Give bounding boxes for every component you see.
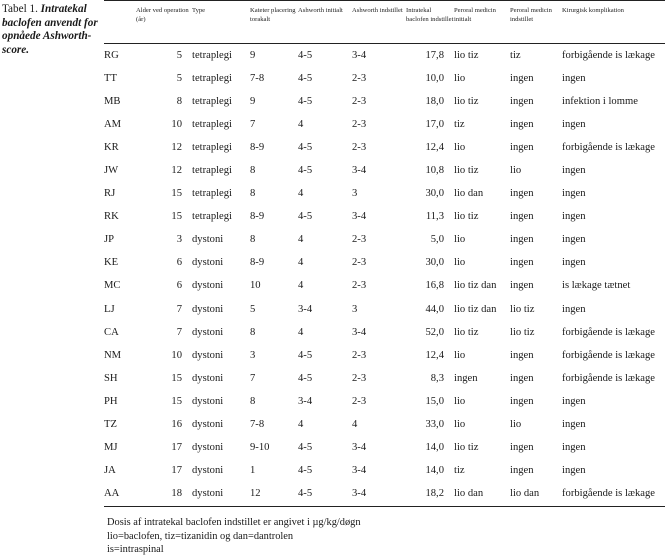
cell-initials: JW: [104, 165, 119, 177]
cell-oral-initial: lio tiz dan: [454, 280, 497, 292]
cell-baclofen-dose: 44,0: [425, 303, 444, 315]
cell-oral-set: ingen: [510, 118, 534, 130]
cell-baclofen-dose: 33,0: [425, 419, 444, 431]
cell-oral-set: tiz: [510, 49, 521, 61]
cell-type: tetraplegi: [192, 211, 233, 223]
cell-age: 17: [171, 465, 182, 477]
cell-baclofen-dose: 12,4: [425, 141, 444, 153]
cell-oral-set: ingen: [510, 442, 534, 454]
table-row: [104, 483, 665, 507]
cell-age: 17: [171, 442, 182, 454]
cell-baclofen-dose: 10,0: [425, 72, 444, 84]
cell-type: dystoni: [192, 326, 224, 338]
cell-age: 15: [171, 211, 182, 223]
cell-initials: RJ: [104, 188, 116, 200]
table-row: [104, 183, 665, 206]
cell-complication: ingen: [562, 442, 586, 454]
cell-oral-initial: lio tiz: [454, 49, 479, 61]
cell-oral-initial: lio: [454, 395, 466, 407]
cell-initials: TZ: [104, 419, 117, 431]
cell-ashworth-initial: 4-5: [298, 465, 313, 477]
table-row: [104, 298, 665, 321]
footnote-intraspinal: is=intraspinal: [107, 544, 164, 555]
cell-ashworth-set: 4: [352, 419, 358, 431]
cell-ashworth-initial: 3-4: [298, 303, 313, 315]
cell-baclofen-dose: 17,0: [425, 118, 444, 130]
cell-baclofen-dose: 18,0: [425, 95, 444, 107]
cell-oral-initial: lio: [454, 349, 466, 361]
data-table: [104, 0, 665, 507]
cell-oral-set: lio: [510, 419, 522, 431]
cell-oral-initial: lio dan: [454, 488, 484, 500]
cell-oral-set: lio tiz: [510, 326, 535, 338]
column-header-baclofen-dose: Intratekal baclofen indstillet: [406, 7, 454, 23]
cell-oral-initial: lio: [454, 234, 466, 246]
cell-oral-initial: lio: [454, 141, 466, 153]
cell-oral-set: ingen: [510, 349, 534, 361]
cell-baclofen-dose: 18,2: [425, 488, 444, 500]
cell-baclofen-dose: 10,8: [425, 165, 444, 177]
cell-oral-set: lio tiz: [510, 303, 535, 315]
cell-catheter: 7-8: [250, 419, 265, 431]
cell-initials: JA: [104, 465, 116, 477]
cell-catheter: 8: [250, 188, 256, 200]
cell-oral-set: ingen: [510, 95, 534, 107]
cell-ashworth-initial: 4-5: [298, 442, 313, 454]
cell-ashworth-initial: 4: [298, 257, 304, 269]
column-header-oral-set: Peroral medicin indstillet: [510, 7, 552, 23]
cell-type: dystoni: [192, 442, 224, 454]
cell-catheter: 8: [250, 395, 256, 407]
cell-type: dystoni: [192, 234, 224, 246]
table-body: [104, 44, 665, 507]
column-header-catheter: Kateter placering torakalt: [250, 7, 296, 23]
table-row: [104, 460, 665, 483]
table-row: [104, 414, 665, 437]
cell-type: tetraplegi: [192, 95, 233, 107]
table-caption: [2, 3, 102, 57]
cell-complication: is lækage tætnet: [562, 280, 631, 292]
cell-oral-initial: lio: [454, 419, 466, 431]
cell-catheter: 8: [250, 234, 256, 246]
table-row: [104, 206, 665, 229]
cell-ashworth-set: 3-4: [352, 165, 367, 177]
cell-age: 5: [176, 72, 182, 84]
cell-age: 12: [171, 141, 182, 153]
cell-age: 3: [176, 234, 182, 246]
table-row: [104, 44, 665, 68]
cell-initials: PH: [104, 395, 118, 407]
table-row: [104, 437, 665, 460]
cell-complication: ingen: [562, 72, 586, 84]
cell-complication: ingen: [562, 395, 586, 407]
cell-complication: ingen: [562, 211, 586, 223]
cell-age: 15: [171, 372, 182, 384]
cell-ashworth-initial: 4-5: [298, 165, 313, 177]
cell-age: 15: [171, 188, 182, 200]
table-row: [104, 275, 665, 298]
caption-label: Tabel 1.: [2, 3, 38, 15]
caption-title: Intratekal baclofen anvendt for opnåede Ashworth-score.: [2, 3, 98, 56]
table-row: [104, 90, 665, 113]
cell-initials: RG: [104, 49, 119, 61]
cell-type: dystoni: [192, 372, 224, 384]
cell-catheter: 8-9: [250, 211, 265, 223]
cell-oral-set: ingen: [510, 211, 534, 223]
cell-baclofen-dose: 17,8: [425, 49, 444, 61]
table-row: [104, 136, 665, 159]
cell-baclofen-dose: 52,0: [425, 326, 444, 338]
column-header-age: Alder ved operation (år): [136, 7, 189, 23]
cell-ashworth-set: 3-4: [352, 211, 367, 223]
cell-complication: forbigående is lækage: [562, 372, 655, 384]
cell-oral-initial: lio: [454, 257, 466, 269]
cell-ashworth-initial: 4-5: [298, 372, 313, 384]
cell-complication: ingen: [562, 188, 586, 200]
cell-complication: ingen: [562, 118, 586, 130]
cell-ashworth-set: 2-3: [352, 257, 367, 269]
cell-baclofen-dose: 30,0: [425, 257, 444, 269]
cell-oral-initial: lio tiz: [454, 95, 479, 107]
cell-ashworth-initial: 4-5: [298, 211, 313, 223]
cell-initials: MB: [104, 95, 121, 107]
cell-initials: LJ: [104, 303, 115, 315]
cell-oral-set: ingen: [510, 188, 534, 200]
cell-type: dystoni: [192, 395, 224, 407]
cell-initials: AM: [104, 118, 122, 130]
cell-oral-initial: lio tiz dan: [454, 303, 497, 315]
cell-catheter: 3: [250, 349, 256, 361]
cell-ashworth-initial: 4: [298, 118, 304, 130]
cell-complication: ingen: [562, 234, 586, 246]
footnote-dosage: Dosis af intratekal baclofen indstillet er angivet i µg/kg/døgn: [107, 517, 361, 528]
cell-catheter: 8: [250, 326, 256, 338]
cell-type: tetraplegi: [192, 118, 233, 130]
cell-initials: MC: [104, 280, 121, 292]
cell-catheter: 7-8: [250, 72, 265, 84]
cell-baclofen-dose: 14,0: [425, 465, 444, 477]
cell-type: dystoni: [192, 465, 224, 477]
cell-baclofen-dose: 16,8: [425, 280, 444, 292]
cell-complication: ingen: [562, 257, 586, 269]
footnotes: [107, 516, 361, 557]
cell-type: dystoni: [192, 280, 224, 292]
cell-catheter: 7: [250, 118, 256, 130]
table-row: [104, 229, 665, 252]
cell-ashworth-initial: 4-5: [298, 72, 313, 84]
cell-initials: AA: [104, 488, 120, 500]
cell-catheter: 1: [250, 465, 256, 477]
cell-catheter: 10: [250, 280, 261, 292]
cell-oral-set: ingen: [510, 257, 534, 269]
cell-oral-initial: tiz: [454, 465, 465, 477]
cell-catheter: 9: [250, 49, 256, 61]
table-row: [104, 344, 665, 367]
table-header: [104, 1, 665, 44]
cell-ashworth-set: 2-3: [352, 234, 367, 246]
cell-age: 6: [176, 280, 182, 292]
cell-catheter: 9: [250, 95, 256, 107]
data-table-container: [104, 0, 665, 507]
cell-complication: forbigående is lækage: [562, 488, 655, 500]
cell-oral-set: ingen: [510, 72, 534, 84]
cell-catheter: 12: [250, 488, 261, 500]
cell-ashworth-set: 2-3: [352, 72, 367, 84]
cell-age: 7: [176, 303, 182, 315]
table-row: [104, 113, 665, 136]
cell-baclofen-dose: 30,0: [425, 188, 444, 200]
cell-catheter: 9-10: [250, 442, 270, 454]
cell-baclofen-dose: 14,0: [425, 442, 444, 454]
cell-catheter: 7: [250, 372, 256, 384]
cell-age: 8: [176, 95, 182, 107]
cell-catheter: 8-9: [250, 141, 265, 153]
cell-catheter: 8-9: [250, 257, 265, 269]
cell-age: 7: [176, 326, 182, 338]
cell-oral-initial: ingen: [454, 372, 478, 384]
column-header-ashworth-initial: Ashworth initialt: [298, 7, 343, 14]
cell-oral-initial: lio tiz: [454, 211, 479, 223]
cell-initials: JP: [104, 234, 115, 246]
table-row: [104, 67, 665, 90]
cell-ashworth-set: 3: [352, 303, 358, 315]
cell-type: tetraplegi: [192, 165, 233, 177]
cell-oral-set: lio: [510, 165, 522, 177]
cell-initials: RK: [104, 211, 119, 223]
cell-oral-set: ingen: [510, 395, 534, 407]
cell-ashworth-initial: 4: [298, 326, 304, 338]
cell-oral-initial: lio tiz: [454, 165, 479, 177]
cell-ashworth-initial: 4: [298, 188, 304, 200]
table-row: [104, 321, 665, 344]
cell-type: dystoni: [192, 419, 224, 431]
cell-type: dystoni: [192, 488, 224, 500]
column-header-oral-initial: Peroral medicin initialt: [454, 7, 496, 23]
cell-baclofen-dose: 11,3: [425, 211, 444, 223]
cell-ashworth-set: 3: [352, 188, 358, 200]
cell-type: dystoni: [192, 349, 224, 361]
table-row: [104, 159, 665, 182]
cell-initials: TT: [104, 72, 117, 84]
cell-baclofen-dose: 8,3: [430, 372, 444, 384]
cell-ashworth-initial: 4: [298, 280, 304, 292]
cell-age: 10: [171, 349, 182, 361]
cell-ashworth-set: 2-3: [352, 141, 367, 153]
cell-baclofen-dose: 12,4: [425, 349, 444, 361]
cell-age: 15: [171, 395, 182, 407]
cell-ashworth-set: 3-4: [352, 49, 367, 61]
cell-ashworth-initial: 4-5: [298, 488, 313, 500]
cell-type: tetraplegi: [192, 141, 233, 153]
cell-ashworth-initial: 4-5: [298, 95, 313, 107]
cell-complication: forbigående is lækage: [562, 141, 655, 153]
cell-oral-set: ingen: [510, 372, 534, 384]
cell-oral-initial: lio: [454, 72, 466, 84]
cell-oral-set: ingen: [510, 234, 534, 246]
table-row: [104, 390, 665, 413]
cell-oral-set: ingen: [510, 465, 534, 477]
cell-ashworth-set: 2-3: [352, 118, 367, 130]
header-row: [104, 1, 665, 44]
cell-ashworth-initial: 4-5: [298, 349, 313, 361]
cell-complication: ingen: [562, 165, 586, 177]
cell-catheter: 5: [250, 303, 256, 315]
cell-ashworth-set: 2-3: [352, 349, 367, 361]
cell-initials: CA: [104, 326, 119, 338]
cell-baclofen-dose: 5,0: [430, 234, 444, 246]
cell-complication: forbigående is lækage: [562, 49, 655, 61]
cell-ashworth-initial: 3-4: [298, 395, 313, 407]
cell-age: 6: [176, 257, 182, 269]
cell-oral-initial: lio dan: [454, 188, 484, 200]
cell-oral-set: lio dan: [510, 488, 540, 500]
cell-oral-initial: lio tiz: [454, 326, 479, 338]
cell-complication: ingen: [562, 419, 586, 431]
cell-ashworth-set: 3-4: [352, 488, 367, 500]
cell-age: 16: [171, 419, 182, 431]
cell-oral-initial: lio tiz: [454, 442, 479, 454]
cell-ashworth-set: 2-3: [352, 280, 367, 292]
cell-type: tetraplegi: [192, 49, 233, 61]
column-header-type: Type: [192, 7, 206, 14]
cell-age: 18: [171, 488, 182, 500]
table-row: [104, 367, 665, 390]
cell-complication: forbigående is lækage: [562, 349, 655, 361]
cell-oral-set: ingen: [510, 280, 534, 292]
cell-complication: infektion i lomme: [562, 95, 638, 107]
cell-initials: MJ: [104, 442, 118, 454]
cell-ashworth-set: 3-4: [352, 465, 367, 477]
column-header-complication: Kirurgisk komplikation: [562, 7, 624, 14]
cell-type: tetraplegi: [192, 72, 233, 84]
cell-ashworth-initial: 4: [298, 234, 304, 246]
column-header-initials: [104, 1, 136, 44]
cell-ashworth-initial: 4-5: [298, 141, 313, 153]
cell-type: dystoni: [192, 257, 224, 269]
cell-initials: KE: [104, 257, 119, 269]
cell-type: dystoni: [192, 303, 224, 315]
cell-ashworth-set: 2-3: [352, 95, 367, 107]
column-header-ashworth-set: Ashworth indstillet: [352, 7, 403, 14]
cell-oral-set: ingen: [510, 141, 534, 153]
cell-ashworth-initial: 4-5: [298, 49, 313, 61]
cell-catheter: 8: [250, 165, 256, 177]
footnote-abbreviations: lio=baclofen, tiz=tizanidin og dan=dantrolen: [107, 530, 294, 542]
cell-type: tetraplegi: [192, 188, 233, 200]
cell-initials: SH: [104, 372, 118, 384]
cell-oral-initial: tiz: [454, 118, 465, 130]
cell-complication: ingen: [562, 465, 586, 477]
cell-ashworth-set: 3-4: [352, 326, 367, 338]
cell-initials: NM: [104, 349, 122, 361]
cell-complication: ingen: [562, 303, 586, 315]
cell-age: 10: [171, 118, 182, 130]
cell-ashworth-set: 2-3: [352, 395, 367, 407]
cell-ashworth-set: 3-4: [352, 442, 367, 454]
cell-age: 12: [171, 165, 182, 177]
cell-ashworth-set: 2-3: [352, 372, 367, 384]
table-row: [104, 252, 665, 275]
cell-complication: forbigående is lækage: [562, 326, 655, 338]
cell-baclofen-dose: 15,0: [425, 395, 444, 407]
cell-initials: KR: [104, 141, 119, 153]
cell-ashworth-initial: 4: [298, 419, 304, 431]
cell-age: 5: [176, 49, 182, 61]
